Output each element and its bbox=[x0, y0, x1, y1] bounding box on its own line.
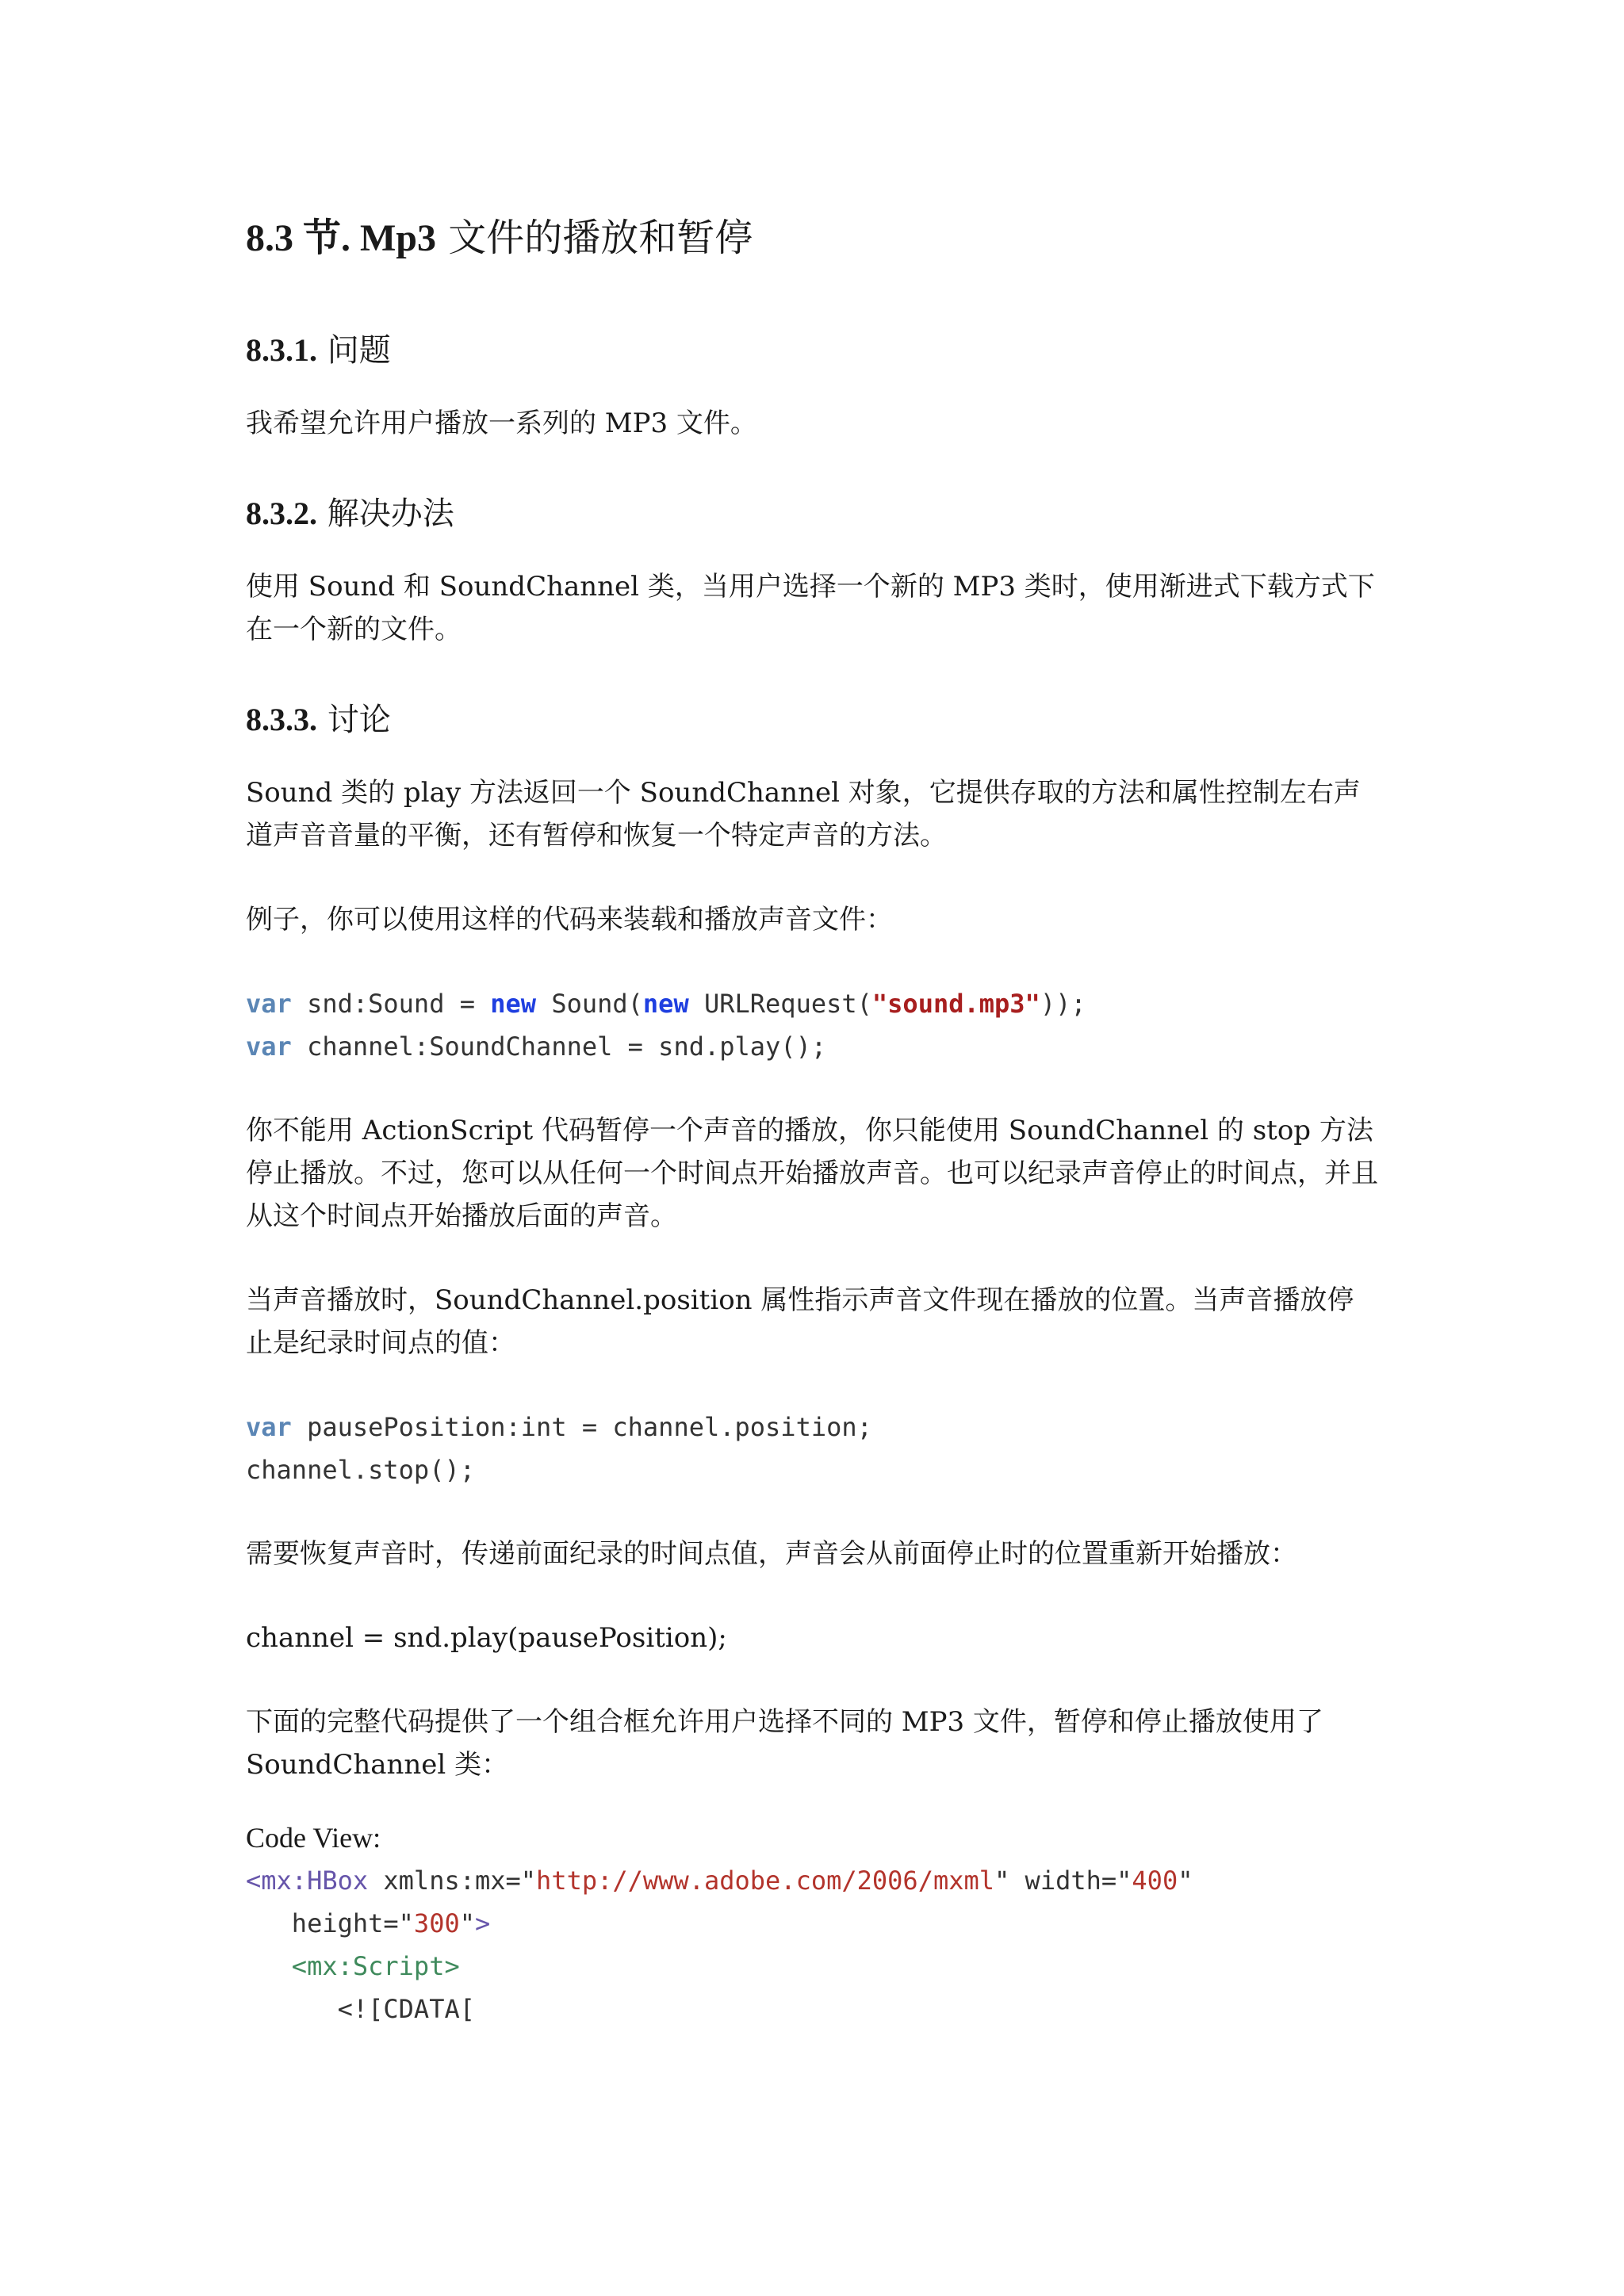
discussion-paragraph-1: Sound 类的 play 方法返回一个 SoundChannel 对象，它提供存取的方法和属性控制左右声道声音音量的平衡，还有暂停和恢复一个特定声音的方法。 bbox=[246, 777, 1361, 851]
discussion-paragraph-3: 你不能用 ActionScript 代码暂停一个声音的播放，你只能使用 SoundChannel 的 stop 方法停止播放。不过，您可以从任何一个时间点开始播放声音。也可以纪录声音停止的时间点，并且从这个时间点开始播放后面的声音。 bbox=[246, 1115, 1378, 1232]
code-block-load-sound bbox=[246, 982, 1380, 1068]
code-text: )); bbox=[1040, 989, 1086, 1019]
subsection-number: 8.3.1. bbox=[246, 332, 317, 368]
code-block-pause bbox=[246, 1406, 1380, 1491]
code-attr: " bbox=[459, 1908, 475, 1938]
code-line bbox=[246, 1406, 1380, 1448]
solution-paragraph: 使用 Sound 和 SoundChannel 类，当用户选择一个新的 MP3 类时，使用渐进式下载方式下在一个新的文件。 bbox=[246, 571, 1375, 645]
code-text: <![CDATA[ bbox=[337, 1994, 475, 2024]
code-text: URLRequest( bbox=[688, 989, 872, 1019]
code-view-label: Code View: bbox=[246, 1822, 381, 1854]
code-attr-value: 400 bbox=[1132, 1866, 1178, 1896]
code-string: "sound.mp3" bbox=[871, 989, 1040, 1019]
section-title: 文件的播放和暂停 bbox=[436, 216, 753, 260]
discussion-paragraph-4: 当声音播放时，SoundChannel.position 属性指示声音文件现在播放的位置。当声音播放停止是纪录时间点的值： bbox=[246, 1284, 1354, 1359]
problem-paragraph: 我希望允许用户播放一系列的 MP3 文件。 bbox=[246, 408, 757, 439]
document-content bbox=[246, 206, 1380, 2030]
subsection-heading-solution bbox=[246, 486, 1380, 541]
code-attr-value: http://www.adobe.com/2006/mxml bbox=[536, 1866, 995, 1896]
discussion-paragraph-5: 需要恢复声音时，传递前面纪录的时间点值，声音会从前面停止时的位置重新开始播放： bbox=[246, 1538, 1297, 1570]
code-attr: xmlns:mx=" bbox=[368, 1866, 537, 1896]
code-text: Sound( bbox=[536, 989, 643, 1019]
code-line bbox=[246, 1902, 1380, 1945]
code-tag: <mx:HBox bbox=[246, 1866, 369, 1896]
subsection-number: 8.3.3. bbox=[246, 702, 317, 737]
subsection-heading-discussion bbox=[246, 692, 1380, 748]
code-keyword: new bbox=[490, 989, 537, 1019]
code-text: pausePosition:int = channel.position; bbox=[291, 1412, 872, 1442]
code-tag: <mx:Script> bbox=[291, 1951, 460, 1981]
code-keyword: var bbox=[246, 1031, 292, 1062]
code-line bbox=[246, 982, 1380, 1025]
discussion-paragraph-2: 例子，你可以使用这样的代码来装载和播放声音文件： bbox=[246, 904, 893, 936]
code-line bbox=[246, 1025, 1380, 1068]
section-number: 8.3 节. Mp3 bbox=[246, 217, 437, 259]
code-attr-value: 300 bbox=[413, 1908, 460, 1938]
code-attr: " width=" bbox=[994, 1866, 1132, 1896]
code-line bbox=[246, 1945, 1380, 1988]
code-keyword: new bbox=[642, 989, 689, 1019]
code-indent bbox=[246, 1908, 292, 1938]
code-line bbox=[246, 1859, 1380, 1902]
subsection-title: 讨论 bbox=[317, 702, 391, 738]
subsection-title: 问题 bbox=[317, 332, 391, 369]
subsection-number: 8.3.2. bbox=[246, 496, 317, 531]
code-attr: " bbox=[1178, 1866, 1193, 1896]
code-keyword: var bbox=[246, 989, 292, 1019]
code-text: channel:SoundChannel = snd.play(); bbox=[291, 1031, 827, 1062]
code-attr: height=" bbox=[291, 1908, 414, 1938]
code-text: snd:Sound = bbox=[291, 989, 491, 1019]
subsection-title: 解决办法 bbox=[317, 496, 454, 532]
subsection-heading-problem bbox=[246, 323, 1380, 378]
code-line: channel.stop(); bbox=[246, 1455, 475, 1485]
code-tag: > bbox=[474, 1908, 491, 1938]
code-block-mxml bbox=[246, 1859, 1380, 2030]
code-keyword: var bbox=[246, 1412, 292, 1442]
code-indent bbox=[246, 1994, 338, 2024]
discussion-paragraph-7: 下面的完整代码提供了一个组合框允许用户选择不同的 MP3 文件，暂停和停止播放使用了 SoundChannel 类： bbox=[246, 1706, 1323, 1781]
discussion-paragraph-6: channel = snd.play(pausePosition); bbox=[246, 1622, 727, 1654]
section-heading bbox=[246, 206, 1380, 270]
code-indent bbox=[246, 1951, 292, 1981]
code-line bbox=[246, 1988, 1380, 2030]
